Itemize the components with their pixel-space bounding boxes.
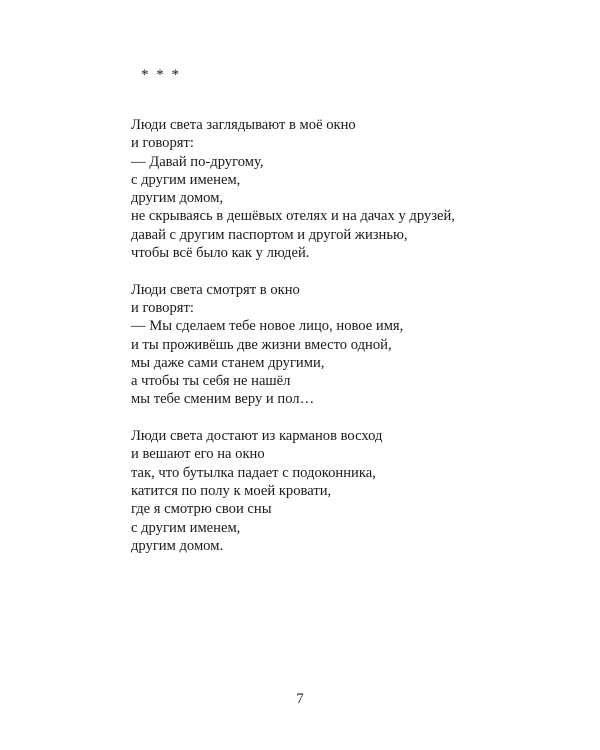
stanza (131, 116, 551, 262)
poem-line: — Давай по-другому, (131, 153, 264, 170)
poem-line: не скрываясь в дешёвых отелях и на дачах у друзей, (131, 208, 455, 225)
poem-line: другим домом, (131, 190, 224, 207)
page-number: 7 (296, 691, 304, 707)
poem-line: и говорят: (131, 135, 194, 152)
poem-line: мы тебе сменим веру и пол… (131, 391, 315, 408)
poem-line: катится по полу к моей кровати, (131, 482, 332, 499)
poem-line: так, что бутылка падает с подоконника, (131, 464, 376, 481)
poem-line: а чтобы ты себя не нашёл (131, 373, 291, 390)
stanza (131, 427, 551, 555)
poem-line: и ты проживёшь две жизни вместо одной, (131, 336, 392, 353)
poem-line: где я смотрю свои сны (131, 501, 272, 518)
poem-line: и говорят: (131, 299, 194, 316)
poem-line: — Мы сделаем тебе новое лицо, новое имя, (131, 318, 404, 335)
poem-line: и вешают его на окно (131, 446, 265, 463)
poem-line: Люди света смотрят в окно (131, 281, 300, 298)
section-separator: * * * (141, 67, 179, 83)
poem-line: с другим именем, (131, 519, 241, 536)
poem-line: давай с другим паспортом и другой жизнью, (131, 226, 408, 243)
poem-line: другим домом. (131, 537, 224, 554)
poem-line: с другим именем, (131, 171, 241, 188)
poem-body (131, 116, 551, 555)
stanza (131, 281, 551, 409)
poem-line: мы даже сами станем другими, (131, 354, 325, 371)
poem-line: Люди света заглядывают в моё окно (131, 117, 356, 133)
poem-line: чтобы всё было как у людей. (131, 245, 310, 262)
poem-line: Люди света достают из карманов восход (131, 428, 383, 445)
